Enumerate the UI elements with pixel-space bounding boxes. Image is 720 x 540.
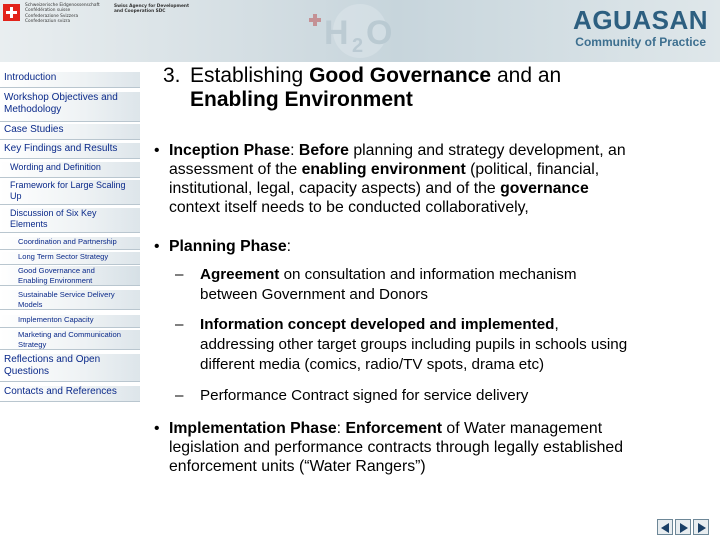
- text-run: context itself needs to be conducted collaboratively,: [169, 199, 529, 216]
- sidebar-item-implementon-capacity[interactable]: [0, 315, 140, 328]
- sidebar-item-label: Good Governance and: [18, 266, 95, 275]
- last-slide-button[interactable]: [693, 519, 709, 535]
- text-run: governance: [500, 180, 589, 197]
- text-run: :: [286, 238, 292, 255]
- text-run: enforcement units (“Water Rangers”): [169, 458, 426, 475]
- sidebar-item-label: Elements: [10, 219, 48, 229]
- sub-dash: –: [175, 387, 184, 404]
- swiss-flag-icon: [3, 4, 20, 21]
- title-part: Good Governance: [309, 64, 492, 87]
- sidebar-item-label: Introduction: [4, 72, 57, 83]
- brand-title: AGUASAN: [573, 5, 708, 35]
- sidebar-item-label: Contacts and References: [4, 386, 117, 397]
- confederation-line: Confédération suisse: [25, 8, 71, 14]
- bullet-dot: •: [154, 420, 160, 437]
- text-run: planning and strategy development, an: [348, 142, 626, 159]
- text-run: between Government and Donors: [200, 286, 428, 303]
- text-run: Implementation Phase: [169, 420, 337, 437]
- sidebar-item-wording-definition[interactable]: [0, 162, 140, 178]
- text-run: addressing other target groups including pupils in schools using: [200, 336, 628, 353]
- text-run: Information concept developed and implemented: [200, 316, 555, 333]
- sidebar-item-label: Reflections and Open: [4, 354, 101, 365]
- text-run: ,: [554, 316, 559, 333]
- sidebar-item-label: Key Findings and Results: [4, 143, 118, 154]
- sidebar-item-label: Marketing and Communication: [18, 330, 121, 339]
- sidebar-item-coordination-partnership[interactable]: [0, 237, 140, 250]
- bullet-dot: •: [154, 142, 160, 159]
- h2o-two: 2: [352, 35, 364, 57]
- sidebar-item-workshop-objectives[interactable]: [0, 92, 140, 122]
- triangle-right-icon: [680, 523, 688, 533]
- sidebar-item-label: Strategy: [18, 339, 47, 349]
- h2o-logo: [300, 2, 420, 60]
- sidebar-item-label: Discussion of Six Key: [10, 208, 97, 218]
- sidebar-item-six-key-elements[interactable]: [0, 208, 140, 233]
- title-part: Establishing: [190, 64, 310, 87]
- text-run: Before: [298, 142, 349, 159]
- text-run: different media (comics, radio/TV spots, drama etc): [200, 356, 545, 373]
- confederation-line: Confederazione Svizzera: [25, 13, 79, 19]
- text-run: Planning Phase: [169, 238, 287, 255]
- confederation-line: Confederaziun svizra: [25, 19, 71, 25]
- sidebar-item-key-findings[interactable]: [0, 143, 140, 159]
- text-run: on consultation and information mechanism: [279, 266, 577, 283]
- h2o-o: O: [366, 14, 393, 52]
- title-text: [190, 64, 690, 112]
- text-run: of Water management: [442, 420, 603, 437]
- agency-line: and Cooperation SDC: [114, 9, 166, 15]
- title-part: Enabling Environment: [190, 88, 413, 111]
- text-run: (political, financial,: [465, 161, 600, 178]
- sidebar-item-label: Questions: [4, 366, 50, 377]
- sub-dash: –: [175, 316, 184, 333]
- sidebar-item-label: Methodology: [4, 104, 62, 115]
- sidebar-item-label: Sustainable Service Delivery: [18, 290, 115, 299]
- sidebar-item-label: Wording and Definition: [10, 162, 101, 172]
- slide-navigation: [657, 519, 709, 537]
- sidebar-item-label: Coordination and Partnership: [18, 237, 117, 246]
- sidebar-item-label: Workshop Objectives and: [4, 92, 118, 103]
- title-number: 3.: [163, 64, 181, 87]
- triangle-left-icon: [661, 523, 669, 533]
- sidebar-item-label: Up: [10, 191, 22, 201]
- sidebar-item-label: Case Studies: [4, 124, 64, 135]
- sub-dash: –: [175, 266, 184, 283]
- sidebar-item-good-governance[interactable]: [0, 266, 140, 286]
- confederation-text: [25, 3, 100, 25]
- sidebar-item-introduction[interactable]: [0, 72, 140, 88]
- title-part: and an: [491, 64, 562, 87]
- brand-subtitle: Community of Practice: [575, 35, 706, 49]
- text-run: enabling environment: [301, 161, 466, 178]
- sidebar-item-service-delivery[interactable]: [0, 290, 140, 310]
- sidebar-item-contacts-references[interactable]: [0, 386, 140, 402]
- text-run: legislation and performance contracts through legally established: [169, 439, 623, 456]
- h2o-h: H: [324, 14, 349, 52]
- sidebar-item-reflections[interactable]: [0, 354, 140, 382]
- text-run: Enforcement: [345, 420, 443, 437]
- bullet-dot: •: [154, 238, 160, 255]
- sidebar-item-long-term-strategy[interactable]: [0, 252, 140, 265]
- text-run: :: [290, 142, 299, 159]
- text-run: Inception Phase: [169, 142, 291, 159]
- agency-line: Swiss Agency for Development: [114, 4, 190, 9]
- header-banner: [0, 0, 720, 62]
- sidebar-item-label: Framework for Large Scaling: [10, 180, 126, 190]
- next-slide-button[interactable]: [675, 519, 691, 535]
- sidebar-item-label: Enabling Environment: [18, 275, 93, 285]
- text-run: Performance Contract signed for service delivery: [200, 387, 529, 404]
- sidebar-item-framework-scaling-up[interactable]: [0, 180, 140, 205]
- text-run: institutional, legal, capacity aspects) and of the: [169, 180, 501, 197]
- agency-text: [114, 4, 189, 15]
- previous-slide-button[interactable]: [657, 519, 673, 535]
- text-run: Agreement: [200, 266, 280, 283]
- sidebar-item-label: Implementon Capacity: [18, 315, 94, 324]
- triangle-right-icon: [698, 523, 706, 533]
- sidebar-item-label: Long Term Sector Strategy: [18, 252, 109, 261]
- sidebar-item-case-studies[interactable]: [0, 124, 140, 140]
- confederation-line: Schweizerische Eidgenossenschaft: [25, 3, 100, 8]
- sidebar-item-label: Models: [18, 299, 43, 309]
- sidebar-item-marketing-communication[interactable]: [0, 330, 140, 350]
- text-run: assessment of the: [169, 161, 302, 178]
- text-run: :: [336, 420, 346, 437]
